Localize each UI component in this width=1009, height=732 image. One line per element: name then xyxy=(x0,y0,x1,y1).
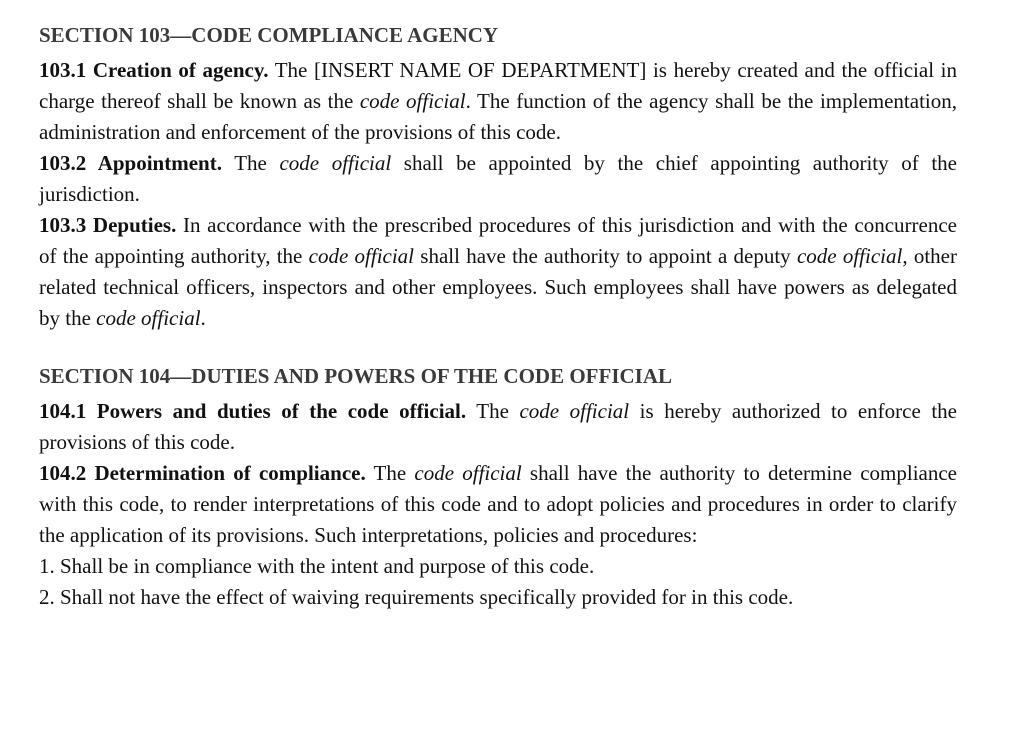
paragraph-text: shall have the authority to determine compliance with this code, to render interpretations of this code and to adopt policies and procedures in order to clarify the application of its provisions. Such interpretations, policies and procedures: xyxy=(39,461,957,547)
paragraph-title: 104.2 Determination of compliance. xyxy=(39,461,366,485)
section-heading: SECTION 103—CODE COMPLIANCE AGENCY xyxy=(39,23,499,47)
paragraph-title: 103.3 Deputies. xyxy=(39,213,177,237)
defined-term: code official xyxy=(414,461,522,485)
paragraph-104-1 xyxy=(39,396,957,458)
paragraph-text: shall be appointed by the chief appointing authority of the jurisdiction. xyxy=(39,151,957,206)
list-item: 1. Shall be in compliance with the intent and purpose of this code. xyxy=(39,554,595,578)
paragraph-text: shall have the authority to appoint a deputy xyxy=(414,244,797,268)
section-104 xyxy=(39,361,957,613)
paragraph-103-2 xyxy=(39,148,957,210)
section-103 xyxy=(39,20,957,334)
defined-term: code official xyxy=(279,151,392,175)
paragraph-text: The xyxy=(221,151,280,175)
section-heading: SECTION 104—DUTIES AND POWERS OF THE CODE OFFICIAL xyxy=(39,364,673,388)
defined-term: code official xyxy=(359,89,466,113)
paragraph-103-1 xyxy=(39,55,957,148)
paragraph-text: The xyxy=(365,461,415,485)
paragraph-title: 103.1 Creation of agency. xyxy=(39,58,269,82)
paragraph-text: In accordance with the prescribed procedures of this jurisdiction and with the concurrence of the appointing authority, the xyxy=(39,213,957,268)
list-item: 2. Shall not have the effect of waiving requirements specifically provided for in this code. xyxy=(39,585,794,609)
defined-term: code official xyxy=(519,399,630,423)
paragraph-text: The xyxy=(466,399,520,423)
paragraph-title: 103.2 Appointment. xyxy=(39,151,222,175)
defined-term: code official xyxy=(96,306,201,330)
paragraph-title: 104.1 Powers and duties of the code official. xyxy=(39,399,467,423)
paragraph-text: The [INSERT NAME OF DEPARTMENT] is hereby created and the official in charge thereof shall be known as the xyxy=(39,58,957,113)
defined-term: code official xyxy=(796,244,903,268)
paragraph-text: . xyxy=(200,306,206,330)
paragraph-104-2 xyxy=(39,458,957,551)
paragraph-103-3 xyxy=(39,210,957,334)
paragraph-text: , other related technical officers, inspectors and other employees. Such employees shall have powers as delegated by the xyxy=(39,244,958,330)
document-page xyxy=(39,20,957,613)
paragraph-text: is hereby authorized to enforce the provisions of this code. xyxy=(39,399,957,454)
defined-term: code official xyxy=(308,244,415,268)
paragraph-text: . The function of the agency shall be the implementation, administration and enforcement of the provisions of this code. xyxy=(39,89,958,144)
